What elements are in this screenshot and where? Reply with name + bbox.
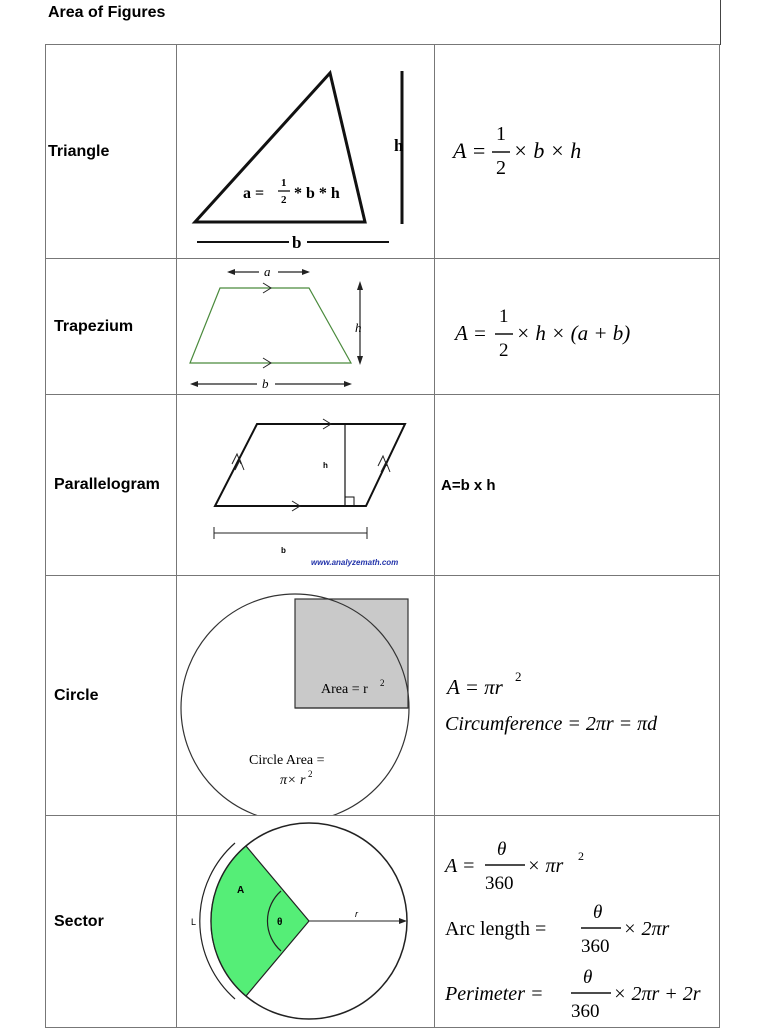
table-row-sector	[46, 816, 720, 1028]
area-num: θ	[497, 838, 507, 860]
arc-lhs: Arc length =	[445, 917, 547, 940]
parallelogram-figure-cell	[177, 395, 435, 576]
sector-formula-cell	[435, 816, 720, 1028]
formula-den: 2	[496, 156, 506, 179]
label-b: b	[262, 375, 269, 391]
area-rhs: × πr	[527, 854, 564, 877]
sector-shape	[211, 846, 309, 996]
table-row-triangle	[46, 45, 720, 259]
shape-name-cell	[46, 45, 177, 259]
table-row-circle	[46, 576, 720, 816]
right-angle-mark	[345, 497, 354, 506]
trapezium-shape	[190, 288, 351, 363]
sector-figure-cell	[177, 816, 435, 1028]
area-lhs: A =	[445, 854, 476, 877]
table-row-parallelogram	[46, 395, 720, 576]
circle-label-exp: 2	[308, 768, 313, 779]
formula-num: 1	[496, 122, 506, 145]
parallelogram-shape	[215, 424, 405, 506]
watermark: www.analyzemath.com	[311, 557, 399, 567]
shape-name-cell	[46, 576, 177, 816]
formula-num: 1	[499, 305, 509, 327]
height-label: h	[394, 135, 404, 155]
area-den: 360	[485, 872, 514, 894]
circle-label-1: Circle Area =	[249, 752, 325, 768]
arc-rhs: × 2πr	[623, 917, 670, 940]
b-arrow-head-right	[344, 381, 352, 387]
arc-den: 360	[581, 935, 610, 957]
shape-name: Sector	[54, 912, 104, 930]
triangle-figure	[177, 46, 434, 258]
a-arrow-head-left	[227, 269, 235, 275]
per-num: θ	[583, 966, 593, 988]
shape-name-cell	[46, 395, 177, 576]
circle-figure	[177, 577, 434, 815]
inner-formula-b: * b * h	[294, 184, 340, 202]
formula-line-1: A = πr	[447, 674, 503, 699]
label-A: A	[237, 884, 245, 896]
label-h: h	[323, 460, 328, 470]
parallelogram-figure	[177, 396, 434, 575]
circle-formula	[435, 577, 719, 815]
radius-arrow	[399, 918, 407, 924]
shape-name: Circle	[54, 686, 99, 704]
parallelogram-formula-cell	[435, 395, 720, 576]
area-exp: 2	[578, 848, 584, 863]
inner-formula-a: a =	[243, 184, 265, 202]
sector-formula	[435, 817, 719, 1027]
square-label: Area = r	[321, 681, 368, 697]
label-h: h	[355, 319, 362, 335]
shape-name: Parallelogram	[54, 476, 160, 493]
triangle-formula	[435, 46, 719, 258]
formula-den: 2	[499, 339, 509, 361]
h-arrow-head-top	[357, 281, 363, 290]
frame-line	[720, 0, 721, 45]
trapezium-figure-cell	[177, 259, 435, 395]
label-L: L	[191, 916, 197, 927]
h-arrow-head-bottom	[357, 356, 363, 365]
shape-name-cell	[46, 259, 177, 395]
formula-line-2: Circumference = 2πr = πd	[445, 712, 658, 735]
circle-label-2: π× r	[280, 772, 306, 788]
area-table	[45, 44, 720, 1028]
shape-name-cell	[46, 816, 177, 1028]
per-lhs: Perimeter =	[445, 982, 544, 1005]
base-label: b	[292, 232, 302, 252]
trapezium-formula-cell	[435, 259, 720, 395]
formula-rhs: × h × (a + b)	[516, 320, 631, 345]
formula-lhs: A =	[453, 137, 487, 163]
arc-num: θ	[593, 901, 603, 923]
circle-formula-cell	[435, 576, 720, 816]
inner-frac-den: 2	[281, 193, 287, 206]
formula-text: A=b x h	[441, 476, 496, 494]
trapezium-figure	[177, 260, 434, 394]
label-r: r	[355, 908, 358, 919]
formula-lhs: A =	[455, 320, 487, 345]
per-den: 360	[571, 1000, 600, 1022]
label-theta: θ	[277, 916, 283, 928]
triangle-formula-cell	[435, 45, 720, 259]
table-row-trapezium	[46, 259, 720, 395]
formula-rhs: × b × h	[513, 137, 582, 163]
a-arrow-head-right	[302, 269, 310, 275]
triangle-figure-cell	[177, 45, 435, 259]
label-a: a	[264, 263, 271, 279]
inner-frac-num: 1	[281, 176, 287, 189]
label-b: b	[281, 545, 286, 555]
per-rhs: × 2πr + 2r	[613, 982, 701, 1005]
square-label-exp: 2	[380, 677, 385, 688]
sector-figure	[177, 817, 434, 1027]
formula-line-1-exp: 2	[515, 668, 522, 684]
page-title: Area of Figures	[48, 4, 166, 21]
trapezium-formula	[435, 260, 719, 394]
shape-name: Triangle	[48, 142, 110, 160]
shape-name: Trapezium	[54, 317, 134, 335]
circle-figure-cell	[177, 576, 435, 816]
b-arrow-head-left	[190, 381, 198, 387]
